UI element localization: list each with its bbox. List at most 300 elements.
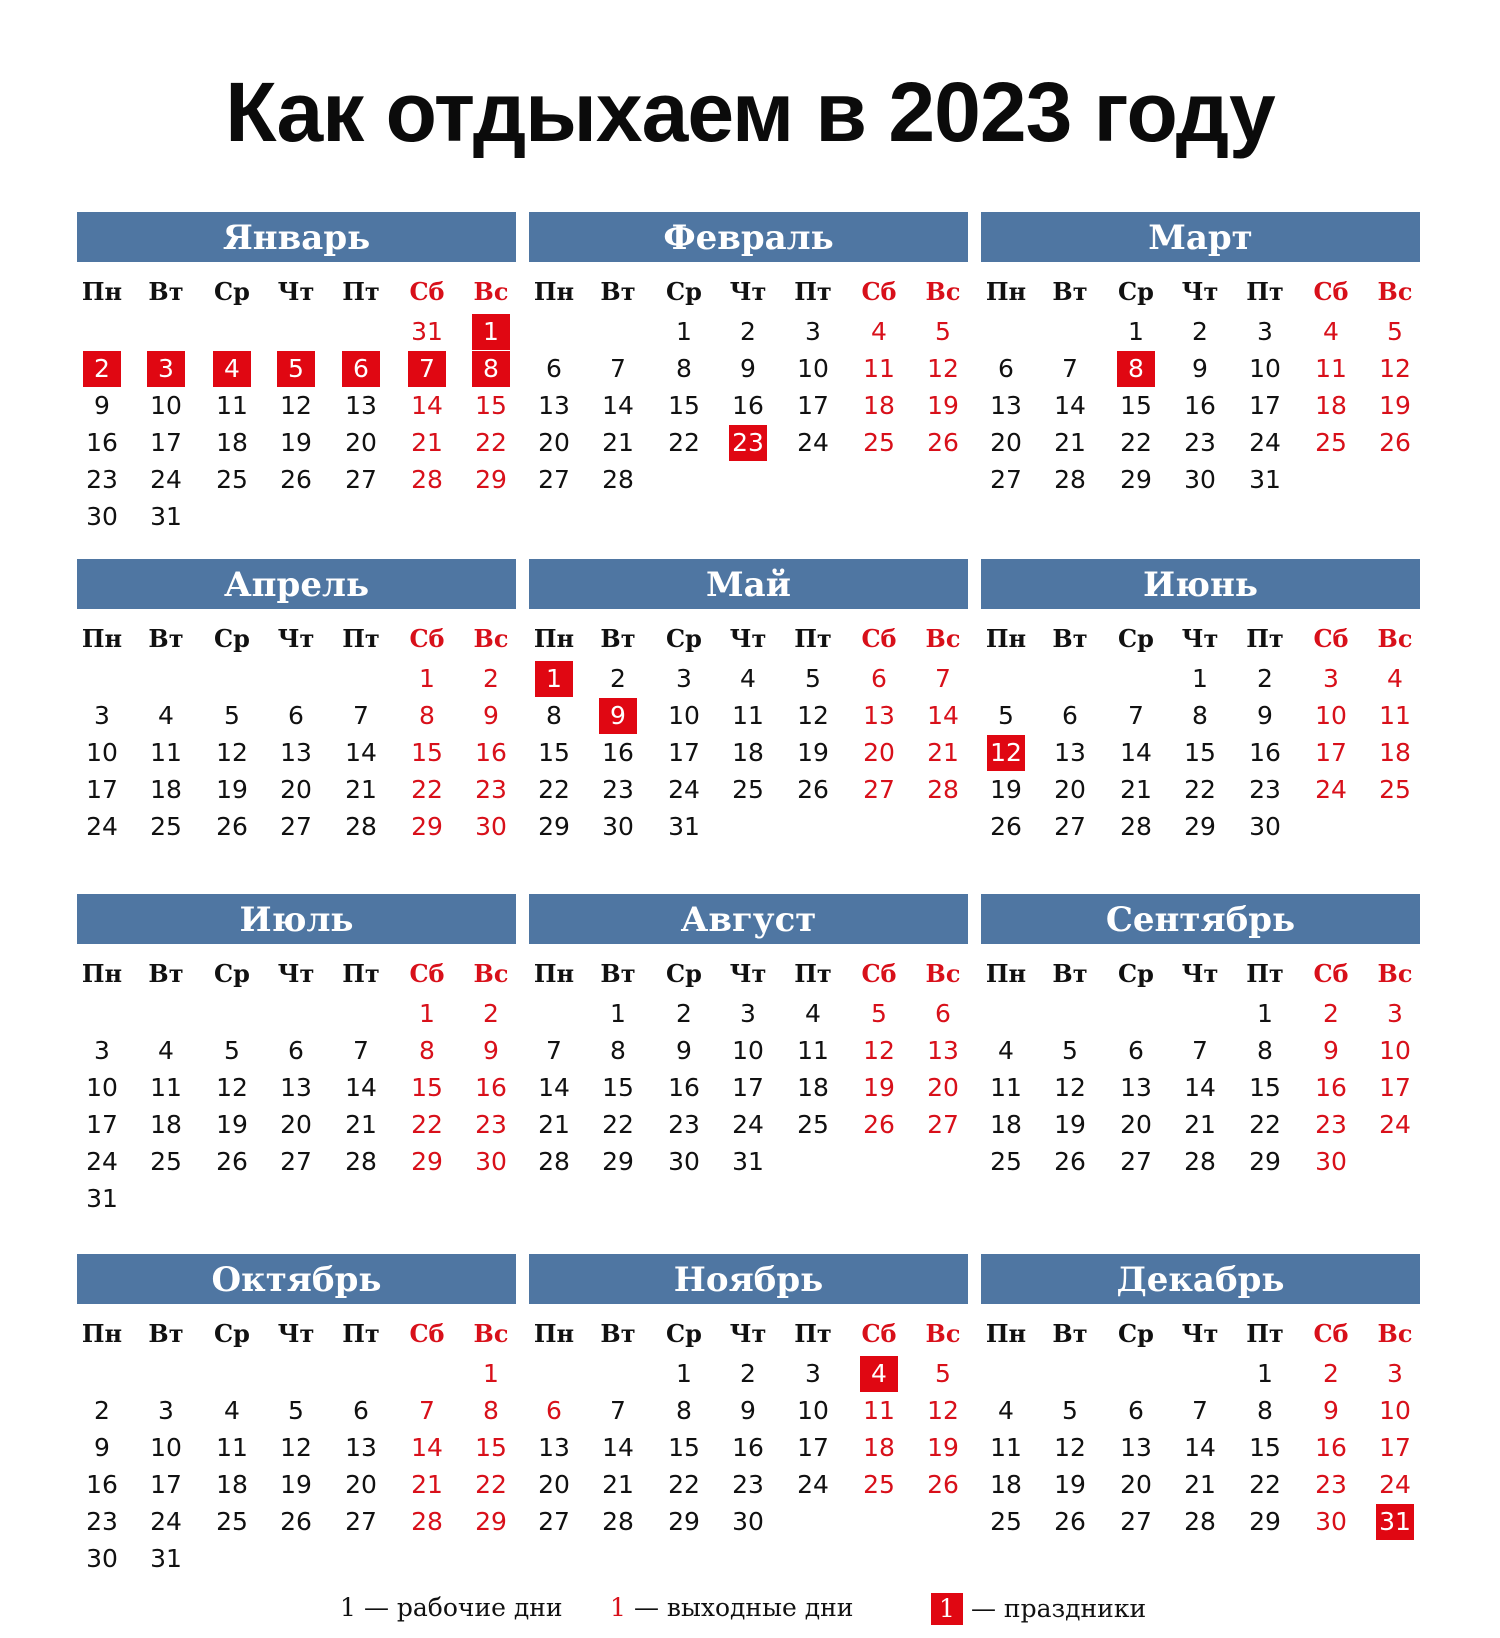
calendar-day: 13 [863,701,895,730]
weekday-label: Сб [861,624,897,653]
page-title: Как отдыхаем в 2023 году [225,65,1275,159]
calendar-day: 21 [602,428,634,457]
calendar-day: 14 [345,738,377,767]
calendar-day: 9 [740,354,756,383]
weekday-label: Вт [1052,959,1088,988]
calendar-day: 18 [990,1470,1022,1499]
calendar-day: 3 [740,999,756,1028]
calendar-day: 24 [86,1147,118,1176]
weekday-label: Вт [148,277,184,306]
calendar-day: 25 [990,1147,1022,1176]
calendar-day: 15 [475,1433,507,1462]
calendar-day: 4 [805,999,821,1028]
calendar-day: 2 [483,999,499,1028]
calendar-day: 6 [998,354,1014,383]
weekday-row [529,954,968,994]
calendar-day: 26 [927,428,959,457]
weekday-label: Чт [729,1319,767,1348]
calendar-day: 28 [602,465,634,494]
month-header: Июль [77,894,516,944]
calendar-day: 17 [1315,738,1347,767]
calendar-day: 3 [1323,664,1339,693]
calendar-day: 24 [1379,1110,1411,1139]
calendar-day: 5 [224,1036,240,1065]
calendar-day: 11 [797,1036,829,1065]
calendar-day: 5 [288,1396,304,1425]
calendar-day: 4 [1323,317,1339,346]
weekday-label: Пт [1246,277,1284,306]
calendar-day: 10 [1379,1396,1411,1425]
calendar-day: 7 [1192,1036,1208,1065]
calendar-day: 12 [1054,1073,1086,1102]
weekday-label: Вс [473,277,509,306]
weekday-label: Пт [1246,624,1284,653]
calendar-day: 12 [216,1073,248,1102]
calendar-day: 27 [280,812,312,841]
calendar-day: 4 [740,664,756,693]
weekday-label: Вс [1377,959,1413,988]
calendar-day: 21 [538,1110,570,1139]
calendar-day: 13 [1120,1433,1152,1462]
calendar-day: 18 [216,428,248,457]
calendar-day: 1 [483,1359,499,1388]
calendar-day: 7 [419,1396,435,1425]
month-header: Октябрь [77,1254,516,1304]
weekday-label: Вс [925,624,961,653]
calendar-day: 11 [150,1073,182,1102]
calendar-day: 7 [1128,701,1144,730]
calendar-day: 31 [150,502,182,531]
calendar-day: 5 [224,701,240,730]
weekday-label: Пн [533,277,575,306]
calendar-day: 4 [998,1396,1014,1425]
calendar-day: 18 [216,1470,248,1499]
calendar-day: 9 [676,1036,692,1065]
legend-label-weekends: — выходные дни [633,1593,854,1622]
calendar-day: 21 [1120,775,1152,804]
weekday-label: Ср [1118,959,1154,988]
weekday-row [77,272,516,312]
holiday-day: 8 [472,351,510,387]
calendar-day: 18 [150,775,182,804]
calendar-day: 24 [150,465,182,494]
calendar-day: 29 [602,1147,634,1176]
calendar-day: 4 [1387,664,1403,693]
month-header: Сентябрь [981,894,1420,944]
holiday-day: 5 [277,351,315,387]
calendar-day: 13 [538,391,570,420]
weekday-label: Ср [214,624,250,653]
calendar-day: 6 [288,701,304,730]
legend-label-holidays: — праздники [970,1594,1147,1623]
weekday-label: Сб [1313,277,1349,306]
calendar-day: 6 [288,1036,304,1065]
weekday-label: Вт [600,959,636,988]
calendar-day: 22 [475,428,507,457]
weekday-label: Чт [277,959,315,988]
calendar-day: 21 [345,1110,377,1139]
weekday-label: Вс [1377,1319,1413,1348]
holiday-day: 12 [987,735,1025,771]
month-header: Май [529,559,968,609]
calendar-day: 24 [86,812,118,841]
weekday-label: Пн [985,624,1027,653]
calendar-day: 19 [927,391,959,420]
calendar-day: 22 [538,775,570,804]
calendar-day: 28 [1184,1507,1216,1536]
calendar-day: 12 [863,1036,895,1065]
calendar-day: 29 [1249,1507,1281,1536]
calendar-day: 26 [797,775,829,804]
calendar-day: 18 [990,1110,1022,1139]
calendar-day: 27 [345,465,377,494]
calendar-day: 20 [1120,1110,1152,1139]
calendar-day: 10 [150,391,182,420]
calendar-day: 12 [280,391,312,420]
calendar-day: 15 [475,391,507,420]
holiday-day: 4 [213,351,251,387]
calendar-day: 26 [863,1110,895,1139]
weekday-label: Ср [1118,1319,1154,1348]
calendar-day: 31 [411,317,443,346]
calendar-day: 26 [1054,1507,1086,1536]
calendar-day: 3 [1257,317,1273,346]
calendar-day: 6 [1128,1396,1144,1425]
calendar-day: 22 [411,775,443,804]
holiday-day: 9 [599,698,637,734]
calendar-day: 28 [602,1507,634,1536]
calendar-day: 15 [411,1073,443,1102]
calendar-day: 28 [345,812,377,841]
calendar-day: 5 [1062,1396,1078,1425]
weekday-label: Пт [342,277,380,306]
calendar-day: 28 [927,775,959,804]
calendar-day: 14 [411,391,443,420]
weekday-label: Пн [81,959,123,988]
calendar-day: 16 [1315,1433,1347,1462]
calendar-day: 7 [1192,1396,1208,1425]
calendar-day: 12 [927,1396,959,1425]
weekday-label: Пт [794,1319,832,1348]
calendar-day: 19 [216,775,248,804]
calendar-day: 8 [546,701,562,730]
calendar-day: 6 [546,354,562,383]
calendar-day: 29 [668,1507,700,1536]
calendar-day: 19 [1054,1470,1086,1499]
calendar-day: 27 [280,1147,312,1176]
calendar-day: 6 [353,1396,369,1425]
calendar-day: 16 [86,1470,118,1499]
calendar-day: 18 [150,1110,182,1139]
calendar-day: 30 [602,812,634,841]
calendar-day: 6 [1062,701,1078,730]
calendar-day: 6 [935,999,951,1028]
calendar-day: 1 [1128,317,1144,346]
month-header: Декабрь [981,1254,1420,1304]
calendar-day: 10 [668,701,700,730]
calendar-day: 14 [1054,391,1086,420]
calendar-day: 30 [475,812,507,841]
weekday-label: Сб [409,959,445,988]
weekday-label: Пт [342,624,380,653]
calendar-day: 10 [1249,354,1281,383]
weekday-row [77,619,516,659]
weekday-label: Ср [214,959,250,988]
calendar-day: 8 [419,1036,435,1065]
calendar-day: 11 [216,1433,248,1462]
holiday-day: 2 [83,351,121,387]
weekday-label: Пн [985,277,1027,306]
holiday-day: 1 [535,661,573,697]
calendar-day: 16 [475,738,507,767]
calendar-day: 8 [419,701,435,730]
calendar-day: 29 [1120,465,1152,494]
calendar-day: 23 [668,1110,700,1139]
weekday-label: Пн [985,1319,1027,1348]
weekday-row [529,1314,968,1354]
calendar-day: 16 [1315,1073,1347,1102]
calendar-day: 2 [740,1359,756,1388]
calendar-day: 13 [990,391,1022,420]
month-block [529,1254,968,1536]
calendar-day: 3 [676,664,692,693]
calendar-day: 28 [1054,465,1086,494]
calendar-day: 17 [1379,1433,1411,1462]
calendar-day: 5 [1387,317,1403,346]
weekday-label: Вс [473,624,509,653]
calendar-day: 30 [86,1544,118,1573]
calendar-day: 14 [1184,1433,1216,1462]
calendar-day: 23 [1249,775,1281,804]
calendar-day: 29 [475,1507,507,1536]
calendar-day: 11 [1379,701,1411,730]
calendar-day: 29 [1249,1147,1281,1176]
calendar-day: 31 [732,1147,764,1176]
calendar-day: 17 [1249,391,1281,420]
calendar-day: 10 [86,738,118,767]
calendar-day: 22 [475,1470,507,1499]
calendar-day: 28 [345,1147,377,1176]
calendar-day: 27 [927,1110,959,1139]
weekday-label: Ср [666,959,702,988]
calendar-day: 17 [668,738,700,767]
calendar-day: 27 [538,1507,570,1536]
calendar-day: 7 [1062,354,1078,383]
weekday-label: Чт [1181,1319,1219,1348]
holiday-day: 7 [408,351,446,387]
holiday-day: 6 [342,351,380,387]
month-block [981,894,1420,1176]
calendar-day: 3 [158,1396,174,1425]
calendar-day: 14 [1184,1073,1216,1102]
weekday-label: Сб [1313,1319,1349,1348]
calendar-day: 21 [1184,1110,1216,1139]
calendar-day: 1 [1257,999,1273,1028]
legend-sample-workday: 1 [340,1593,356,1622]
calendar-day: 11 [1315,354,1347,383]
holiday-day: 1 [472,314,510,350]
calendar-day: 10 [732,1036,764,1065]
calendar-day: 10 [150,1433,182,1462]
days-grid [981,316,1420,596]
calendar-day: 1 [676,1359,692,1388]
calendar-day: 20 [280,1110,312,1139]
calendar-day: 2 [610,664,626,693]
calendar-day: 5 [935,1359,951,1388]
weekday-label: Чт [1181,959,1219,988]
calendar-day: 1 [1257,1359,1273,1388]
calendar-day: 17 [150,1470,182,1499]
calendar-day: 3 [805,317,821,346]
calendar-day: 9 [1257,701,1273,730]
calendar-day: 26 [990,812,1022,841]
calendar-day: 31 [668,812,700,841]
weekday-label: Вт [148,959,184,988]
calendar-day: 21 [1184,1470,1216,1499]
weekday-label: Чт [277,1319,315,1348]
calendar-day: 12 [216,738,248,767]
weekday-label: Сб [409,277,445,306]
calendar-day: 25 [150,1147,182,1176]
calendar-day: 14 [345,1073,377,1102]
calendar-day: 29 [538,812,570,841]
calendar-day: 3 [94,701,110,730]
calendar-day: 22 [1249,1110,1281,1139]
weekday-label: Ср [214,277,250,306]
weekday-row [981,954,1420,994]
calendar-day: 15 [411,738,443,767]
calendar-day: 26 [216,812,248,841]
calendar-day: 26 [927,1470,959,1499]
calendar-day: 30 [1315,1507,1347,1536]
weekday-label: Пн [533,959,575,988]
calendar-day: 13 [280,738,312,767]
weekday-label: Вс [473,1319,509,1348]
calendar-day: 27 [538,465,570,494]
weekday-label: Вс [925,277,961,306]
weekday-row [529,272,968,312]
calendar-day: 2 [94,1396,110,1425]
calendar-day: 19 [216,1110,248,1139]
calendar-day: 14 [602,1433,634,1462]
month-block [981,1254,1420,1536]
weekday-label: Чт [729,277,767,306]
calendar-day: 23 [1315,1110,1347,1139]
month-header: Март [981,212,1420,262]
calendar-day: 14 [927,701,959,730]
calendar-day: 14 [602,391,634,420]
calendar-day: 16 [732,1433,764,1462]
calendar-day: 24 [668,775,700,804]
calendar-day: 8 [1257,1036,1273,1065]
calendar-day: 28 [538,1147,570,1176]
calendar-day: 14 [538,1073,570,1102]
calendar-day: 4 [158,701,174,730]
weekday-label: Пт [1246,959,1284,988]
calendar-day: 9 [483,1036,499,1065]
calendar-day: 29 [475,465,507,494]
calendar-day: 7 [353,1036,369,1065]
calendar-day: 29 [411,1147,443,1176]
calendar-day: 15 [602,1073,634,1102]
weekday-label: Ср [666,624,702,653]
holiday-day: 8 [1117,351,1155,387]
calendar-day: 17 [797,391,829,420]
calendar-day: 24 [150,1507,182,1536]
month-block [529,212,968,494]
weekday-label: Вс [473,959,509,988]
calendar-day: 18 [863,1433,895,1462]
weekday-label: Пн [81,624,123,653]
calendar-day: 2 [1192,317,1208,346]
calendar-day: 10 [797,354,829,383]
calendar-day: 2 [483,664,499,693]
calendar-day: 21 [411,1470,443,1499]
weekday-label: Пт [794,277,832,306]
calendar-day: 28 [1184,1147,1216,1176]
weekday-label: Чт [1181,624,1219,653]
calendar-day: 6 [546,1396,562,1425]
legend-sample-holiday: 1 [931,1593,963,1625]
calendar-day: 25 [797,1110,829,1139]
calendar-day: 20 [863,738,895,767]
calendar-day: 16 [86,428,118,457]
calendar-day: 5 [1062,1036,1078,1065]
calendar-day: 31 [150,1544,182,1573]
calendar-day: 28 [1120,812,1152,841]
month-block [77,894,516,1213]
weekday-label: Вс [925,1319,961,1348]
weekday-label: Ср [1118,624,1154,653]
calendar-day: 23 [732,1470,764,1499]
calendar-day: 22 [411,1110,443,1139]
calendar-day: 16 [732,391,764,420]
calendar-day: 16 [602,738,634,767]
calendar-day: 1 [419,664,435,693]
calendar-day: 21 [927,738,959,767]
calendar-day: 25 [863,428,895,457]
calendar-day: 9 [740,1396,756,1425]
calendar-day: 16 [475,1073,507,1102]
weekday-row [981,1314,1420,1354]
calendar-day: 25 [1315,428,1347,457]
weekday-label: Вс [925,959,961,988]
calendar-day: 4 [224,1396,240,1425]
weekday-label: Пт [794,624,832,653]
calendar-day: 25 [216,1507,248,1536]
calendar-day: 25 [732,775,764,804]
weekday-row [981,272,1420,312]
calendar-day: 19 [1054,1110,1086,1139]
calendar-day: 8 [676,1396,692,1425]
calendar-day: 8 [483,1396,499,1425]
calendar-day: 1 [419,999,435,1028]
calendar-day: 20 [1120,1470,1152,1499]
calendar-day: 21 [345,775,377,804]
calendar-day: 10 [797,1396,829,1425]
calendar-day: 4 [998,1036,1014,1065]
month-header: Июнь [981,559,1420,609]
month-header: Февраль [529,212,968,262]
legend-label-workdays: — рабочие дни [363,1593,563,1622]
calendar-day: 29 [411,812,443,841]
calendar-day: 22 [1249,1470,1281,1499]
calendar-day: 7 [546,1036,562,1065]
calendar-day: 30 [86,502,118,531]
calendar-day: 3 [94,1036,110,1065]
calendar-day: 25 [216,465,248,494]
calendar-day: 24 [1379,1470,1411,1499]
